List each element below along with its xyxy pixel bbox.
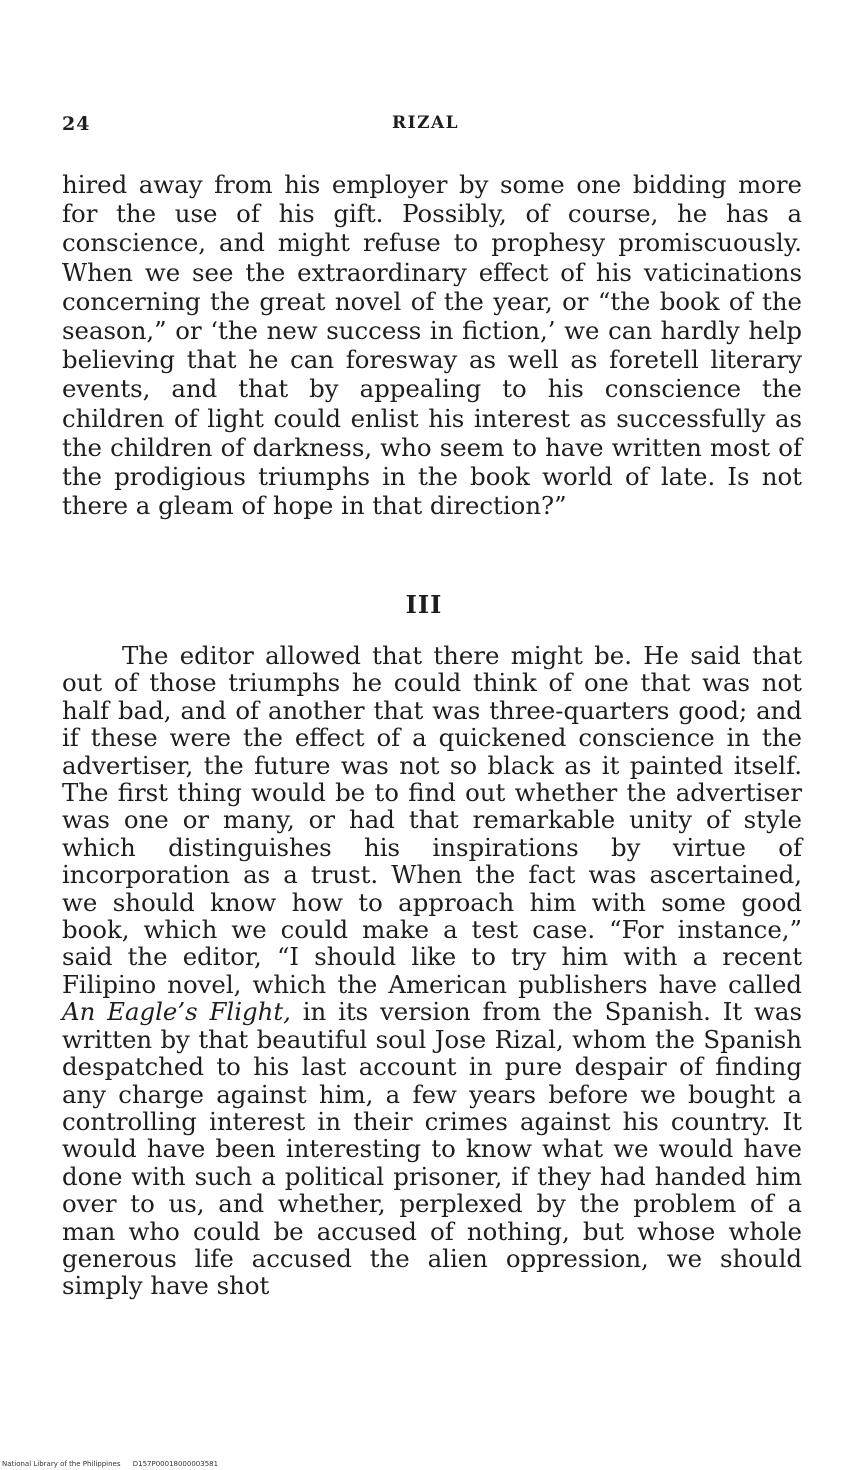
footer-code: D157P00018000003581 [132,1460,219,1468]
scan-footer [2,1460,218,1468]
page-header [62,113,802,141]
paragraph-2 [62,642,802,1300]
paragraph-1: hired away from his employer by some one bidding more for the use of his gift. Possibly, of course, he has a conscience, and might refuse to prophesy promiscuously. When we see the extraordinary effect of his vaticinations concerning the great novel of the year, or “the book of the season,” or ‘the new success in fiction,’ we can hardly help believing that he can foresway as well as foretell literary events, and that by appealing to his conscience the children of light could enlist his interest as successfully as the children of darkness, who seem to have written most of the prodigious triumphs in the book world of late. Is not there a gleam of hope in that direction?” [62,170,802,521]
running-head: RIZAL [392,113,460,133]
paragraph-2-text-after-title: in its version from the Spanish. It was written by that beautiful soul Jose Rizal, whom the Spanish despatched to his last account in pure despair of finding any charge against him, a few years before we bought a controlling interest in their crimes against his country. It would have been interesting to know what we would have done with such a political prisoner, if they had handed him over to us, and whether, perplexed by the problem of a man who could be accused of nothing, but whose whole generous life accused the alien oppression, we should simply have shot [62,997,802,1301]
book-title: An Eagle’s Flight, [62,997,291,1027]
paragraph-2-text-before-title: The editor allowed that there might be. He said that out of those triumphs he could think of one that was not half bad, and of another that was three-quarters good; and if these were the effect of a quickened conscience in the advertiser, the future was not so black as it painted itself. The first thing would be to find out whether the advertiser was one or many, or had that remarkable unity of style which distinguishes his inspirations by virtue of incorporation as a trust. When the fact was ascertained, we should know how to approach him with some good book, which we could make a test case. “For instance,” said the editor, “I should like to try him with a recent Filipino novel, which the American publishers have called [62,641,802,999]
section-heading: III [405,590,443,619]
page-number: 24 [62,113,91,135]
footer-library: National Library of the Philippines [2,1460,121,1468]
